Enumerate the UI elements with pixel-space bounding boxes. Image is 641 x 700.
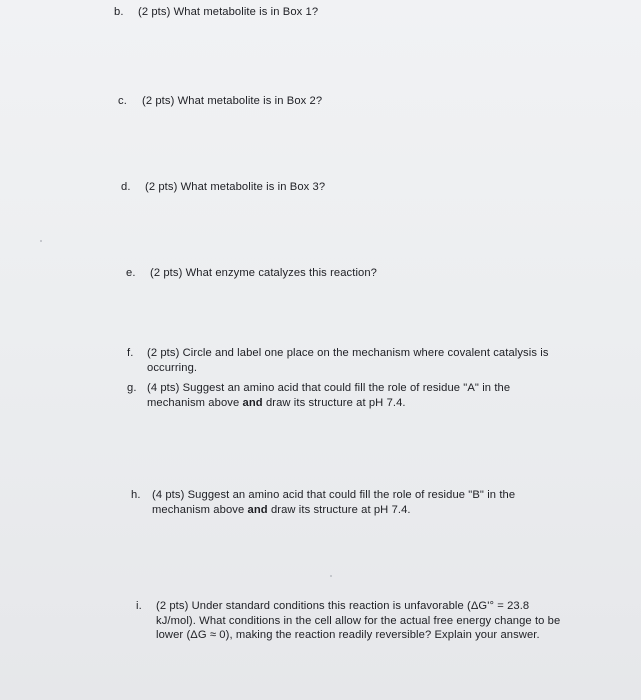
question-g-letter: g. [127,382,137,394]
question-e-letter: e. [126,267,136,279]
question-f-line-1: (2 pts) Circle and label one place on the mechanism where covalent catalysis is [147,347,549,359]
question-g-text [147,381,510,410]
question-g-line-2b: and [242,396,263,409]
question-h-line-2a: mechanism above [152,503,245,516]
question-i-line-3: lower (ΔG ≈ 0), making the reaction readily reversible? Explain your answer. [156,629,540,641]
question-b-letter: b. [114,6,124,18]
question-f [127,346,582,375]
question-c-letter: c. [118,95,127,107]
question-d-text: (2 pts) What metabolite is in Box 3? [145,181,326,193]
question-d-letter: d. [121,181,131,193]
question-b [114,5,318,20]
question-g-line-2c: draw its structure at pH 7.4. [265,396,406,409]
question-f-text [147,346,549,375]
question-i-line-2: kJ/mol). What conditions in the cell allow for the actual free energy change to be [156,614,561,627]
paper-speck [40,240,42,242]
question-e [126,266,377,281]
question-e-text: (2 pts) What enzyme catalyzes this reaction? [150,267,377,279]
question-h-line-1: (4 pts) Suggest an amino acid that could fill the role of residue "B" in the [152,489,516,501]
question-g-line-1: (4 pts) Suggest an amino acid that could fill the role of residue "A" in the [147,382,511,394]
question-c-text: (2 pts) What metabolite is in Box 2? [142,95,323,107]
question-i [136,599,591,643]
question-g [127,381,582,410]
question-b-text: (2 pts) What metabolite is in Box 1? [138,6,319,18]
question-f-letter: f. [127,347,134,359]
question-f-line-2: occurring. [147,361,198,374]
question-i-line-1: (2 pts) Under standard conditions this reaction is unfavorable (ΔG'° = 23.8 [156,600,530,612]
question-h-letter: h. [131,489,141,501]
question-c [118,94,322,109]
question-d [121,180,325,195]
question-h [131,488,571,517]
question-h-line-2c: draw its structure at pH 7.4. [270,503,411,516]
paper-speck [330,575,332,577]
question-g-line-2a: mechanism above [147,396,240,409]
question-i-text [156,599,560,643]
question-h-line-2b: and [247,503,268,516]
question-h-text [152,488,515,517]
question-i-letter: i. [136,600,142,612]
